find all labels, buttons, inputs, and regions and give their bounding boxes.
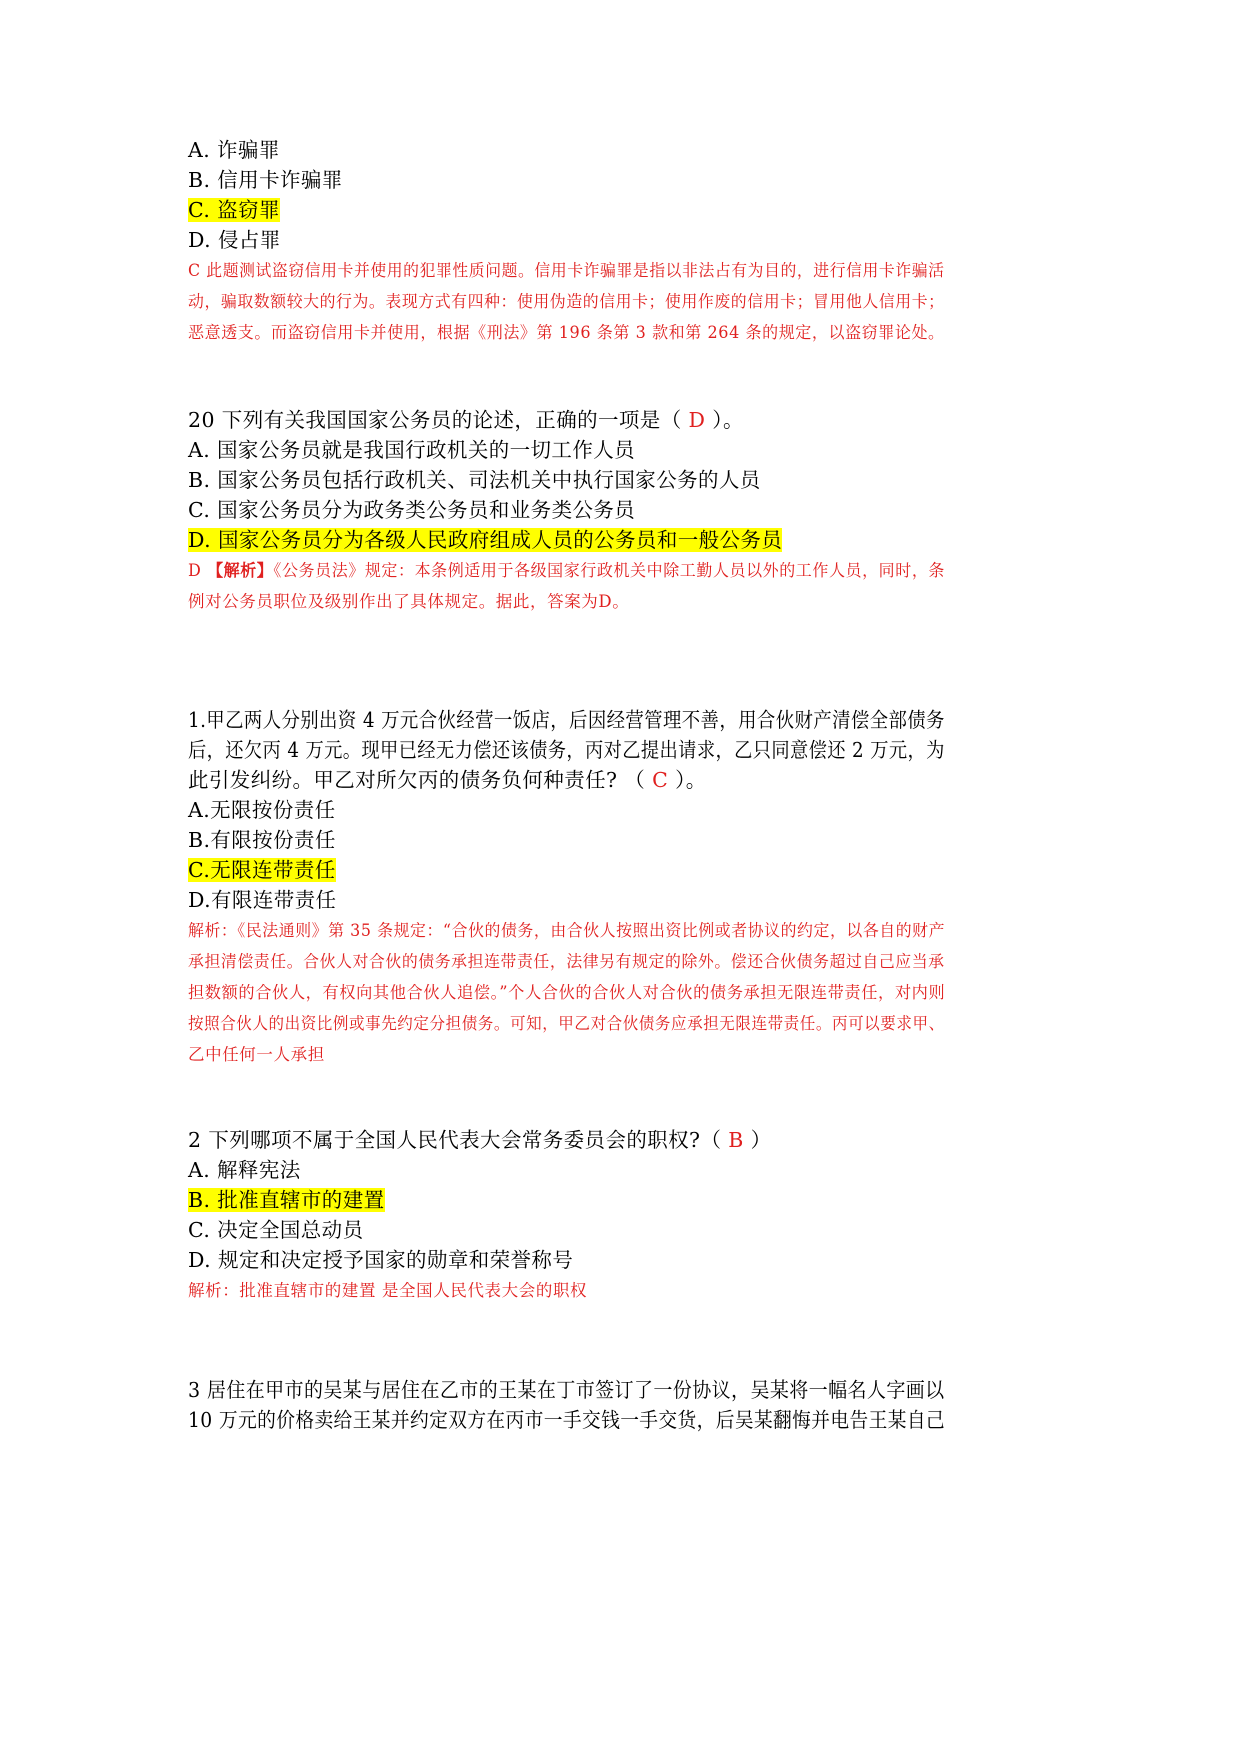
q2-option-d: D. 规定和决定授予国家的勋章和荣誉称号 xyxy=(188,1248,574,1272)
q1-option-c xyxy=(188,855,336,885)
q1-stem-line-1: 1.甲乙两人分别出资 4 万元合伙经营一饭店，后因经营管理不善，用合伙财产清偿全部债务 xyxy=(188,708,945,732)
q2-option-c: C. 决定全国总动员 xyxy=(188,1218,364,1242)
q20-explanation-line-1 xyxy=(188,557,945,585)
q19-option-b: B. 信用卡诈骗罪 xyxy=(188,168,343,192)
q1-stem-end: ）。 xyxy=(668,768,707,792)
q2-stem-end: ） xyxy=(743,1128,772,1152)
q20-stem xyxy=(188,405,744,435)
q3-stem-line-1: 3 居住在甲市的吴某与居住在乙市的王某在丁市签订了一份协议，吴某将一幅名人字画以 xyxy=(188,1378,945,1402)
q19-option-a: A. 诈骗罪 xyxy=(188,138,280,162)
q1-explanation-line-4: 按照合伙人的出资比例或事先约定分担债务。可知，甲乙对合伙债务应承担无限连带责任。丙可以要求甲、 xyxy=(188,1014,945,1033)
q1-stem-line-2: 后，还欠丙 4 万元。现甲已经无力偿还该债务，丙对乙提出请求，乙只同意偿还 2 万元，为 xyxy=(188,738,945,762)
q1-option-d: D.有限连带责任 xyxy=(188,888,337,912)
q20-stem-text: 20 下列有关我国国家公务员的论述，正确的一项是（ xyxy=(188,408,689,432)
q1-explanation-line-2: 承担清偿责任。合伙人对合伙的债务承担连带责任，法律另有规定的除外。偿还合伙债务超过自己应当承 xyxy=(188,952,945,971)
q20-option-d-highlight: D. 国家公务员分为各级人民政府组成人员的公务员和一般公务员 xyxy=(188,528,783,552)
q19-option-c-highlight: C. 盗窃罪 xyxy=(188,198,280,222)
q1-stem-text: 此引发纠纷。甲乙对所欠丙的债务负何种责任? （ xyxy=(188,768,653,792)
q2-stem-text: 2 下列哪项不属于全国人民代表大会常务委员会的职权?（ xyxy=(188,1128,729,1152)
q2-stem xyxy=(188,1125,772,1155)
q2-option-b xyxy=(188,1185,385,1215)
q3-stem-line-2: 10 万元的价格卖给王某并约定双方在丙市一手交钱一手交货，后吴某翻悔并电告王某自己 xyxy=(188,1408,946,1432)
q1-explanation-line-5: 乙中任何一人承担 xyxy=(188,1045,325,1064)
q19-explanation-line-2: 动，骗取数额较大的行为。表现方式有四种：使用伪造的信用卡；使用作废的信用卡；冒用他人信用卡； xyxy=(188,292,945,311)
q20-option-d xyxy=(188,525,782,555)
q19-option-d: D. 侵占罪 xyxy=(188,228,281,252)
q20-option-a: A. 国家公务员就是我国行政机关的一切工作人员 xyxy=(188,438,636,462)
q20-explanation-answer: D xyxy=(188,561,208,580)
q20-explanation-text: 《公务员法》规定：本条例适用于各级国家行政机关中除工勤人员以外的工作人员，同时，条 xyxy=(273,561,945,580)
q20-option-c: C. 国家公务员分为政务类公务员和业务类公务员 xyxy=(188,498,636,522)
q1-stem-line-3 xyxy=(188,765,707,795)
q1-option-a: A.无限按份责任 xyxy=(188,798,336,822)
q2-option-b-highlight: B. 批准直辖市的建置 xyxy=(188,1188,385,1212)
q2-explanation-line-1: 解析：批准直辖市的建置 是全国人民代表大会的职权 xyxy=(188,1281,588,1300)
q20-explanation-tag: 【解析】 xyxy=(207,561,274,580)
q1-answer: C xyxy=(652,768,669,792)
q1-explanation-line-3: 担数额的合伙人，有权向其他合伙人追偿。”个人合伙的合伙人对合伙的债务承担无限连带责任，对内则 xyxy=(188,983,946,1002)
q19-explanation-line-3: 恶意透支。而盗窃信用卡并使用，根据《刑法》第 196 条第 3 款和第 264 条的规定，以盗窃罪论处。 xyxy=(188,323,945,342)
q20-explanation-line-2: 例对公务员职位及级别作出了具体规定。据此，答案为D。 xyxy=(188,592,630,611)
q1-option-b: B.有限按份责任 xyxy=(188,828,336,852)
q2-answer: B xyxy=(728,1128,744,1152)
q20-option-b: B. 国家公务员包括行政机关、司法机关中执行国家公务的人员 xyxy=(188,468,761,492)
q1-explanation-line-1: 解析：《民法通则》第 35 条规定：“合伙的债务，由合伙人按照出资比例或者协议的约定，以各自的财产 xyxy=(188,921,946,940)
q20-stem-end: ）。 xyxy=(705,408,744,432)
q1-option-c-highlight: C.无限连带责任 xyxy=(188,858,336,882)
q20-answer: D xyxy=(688,408,706,432)
q19-option-c xyxy=(188,195,280,225)
q19-explanation-line-1: C 此题测试盗窃信用卡并使用的犯罪性质问题。信用卡诈骗罪是指以非法占有为目的，进行信用卡诈骗活 xyxy=(188,261,945,280)
q2-option-a: A. 解释宪法 xyxy=(188,1158,301,1182)
